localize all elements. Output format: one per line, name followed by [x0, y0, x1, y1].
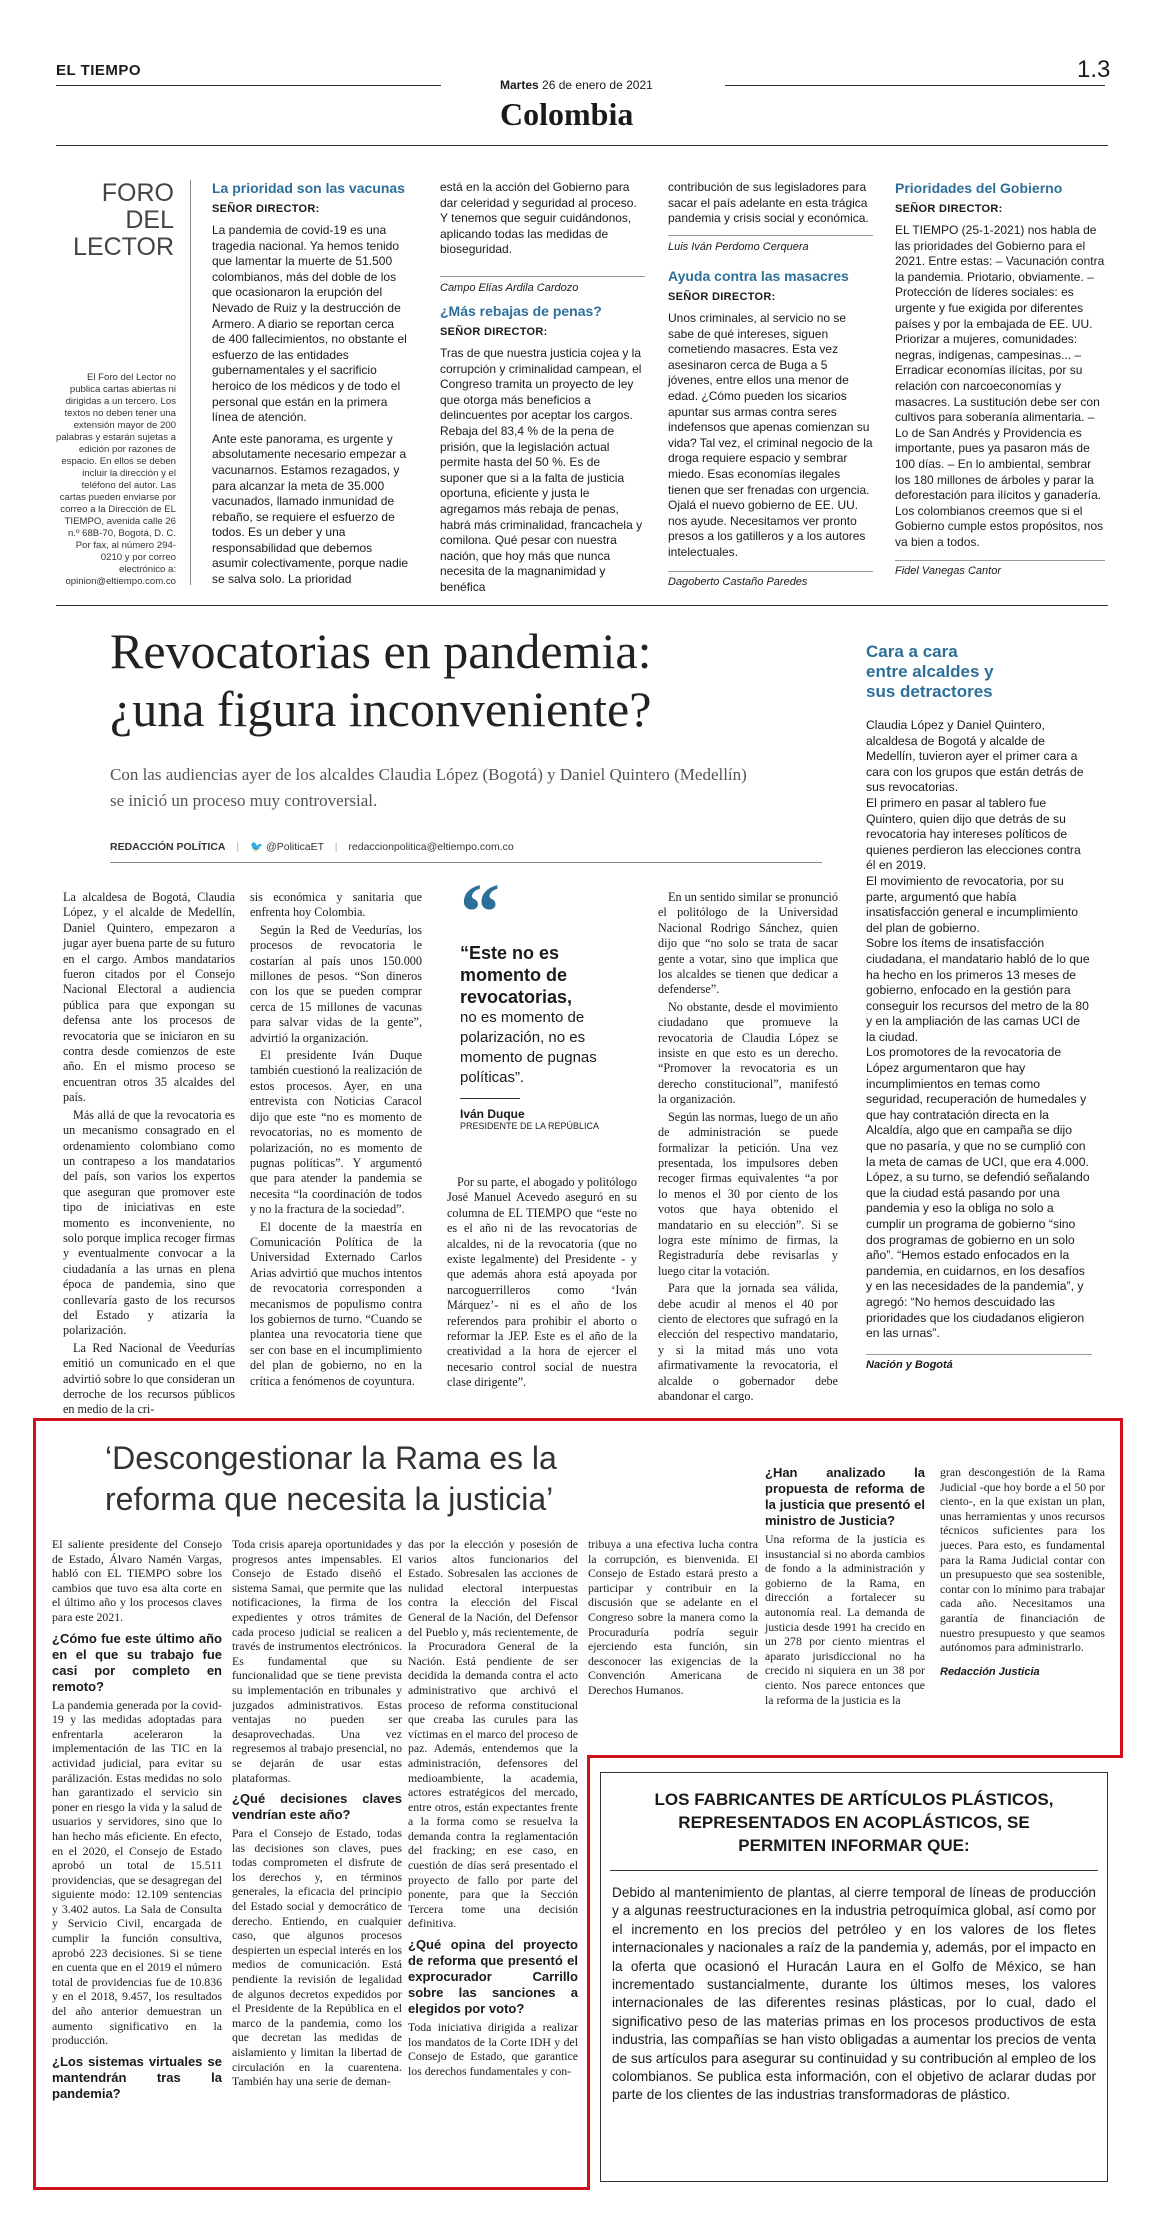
article-subhead: Con las audiencias ayer de los alcaldes Claudia López (Bogotá) y Daniel Quintero (Medellín) se inició un proceso muy controversial.	[110, 765, 747, 810]
header-rule-right	[725, 85, 1105, 86]
article-c1-p2: Más allá de que la revocatoria es un mecanismo consagrado en el ordenamiento colombiano como un contrapeso a los mandatarios del país, son varios los expertos que aseguran que promover este tipo de iniciativas en este momento es inconveniente, no solo porque implica recoger firmas y eventualmente convocar a la ciudadanía a las urnas en plena época de pandemia, sino que conllevaría gasto de los recursos del Estado y atizaría la polarización.	[63, 1107, 235, 1338]
article-col-1	[63, 890, 235, 1420]
interview-a5: Una reforma de la justicia es insustancial si no aborda cambios de fondo a la administración y gobierno de la Rama, en dirección a fortalecer su autonomía real. La demanda de justicia desde 1991 ha crecido en un 278 por ciento mientras el aparato jurisdiccional no ha crecido ni siquiera en un 38 por ciento. Nos parece entonces que la reforma de la justicia es la	[765, 1532, 925, 1707]
byline-twitter[interactable]: @PoliticaET	[266, 841, 324, 853]
letter-2-signature: Luis Iván Perdomo Cerquera	[668, 235, 873, 256]
sidebar-p6: López, a su turno, se defendió señalando que la ciudad está pasando por una pandemia y eso la obliga no solo a cumplir un programa de gobierno “sino dos programas de gobierno en un solo año”. “Hemos estado enfocados en la pandemia, en cuidarnos, en los desafíos y en las necesidades de la pandemia”, y agregó: “No hemos descuidado las prioridades que los ciudadanos eligieron en las urnas”.	[866, 1170, 1090, 1341]
article-c1-p1: La alcaldesa de Bogotá, Claudia López, y el alcalde de Medellín, Daniel Quintero, empezaron a jugar ayer buena parte de su futuro en el cargo. Ambos mandatarios fueron citados por el Consejo Nacional Electoral a audiencia pública para que expongan su defensa ante los procesos de revocatoria que se iniciaron en su contra desde comienzos de este año. En el mismo proceso se encuentran otros 35 alcaldes del país.	[63, 890, 235, 1105]
sidebar-p3: El movimiento de revocatoria, por su parte, argumentó que había insatisfacción general e incumplimiento del plan de gobierno.	[866, 873, 1079, 935]
foro-rules: Los textos no deben tener una extensión mayor de 200 palabras y estarán sujetas a edición por razones de espacio. En ellos se deben incluir la dirección y el teléfono del autor. Las cartas pueden enviarse por correo a la Dirección de EL TIEMPO, avenida calle 26 n.º 68B-70, Bogotá, D. C. Por fax, al número 294-0210 y por correo electrónico a: opinion@eltiempo.com.co	[56, 396, 176, 587]
letter-4	[895, 180, 1105, 577]
interview-c1-intro: El saliente presidente del Consejo de Estado, Álvaro Namén Vargas, habló con EL TIEMPO sobre los cambios que tuvo esa alta corte en el último año y los procesos claves para este 2021.	[52, 1537, 222, 1624]
section-rule	[56, 145, 1108, 146]
sidebar-p4: Sobre los ítems de insatisfacción ciudadana, el mandatario habló de lo que ha hecho en los primeros 13 meses de gobierno, enfocado en la gestión para conseguir los recursos del metro de la 80 y en la ampliación de las camas UCI de la ciudad.	[866, 936, 1090, 1044]
sidebar-signature: Nación y Bogotá	[866, 1354, 1092, 1371]
letter-3-title: Ayuda contra las masacres	[668, 268, 849, 284]
letter-4-signature: Fidel Vanegas Cantor	[895, 560, 1105, 577]
headline-line2: ¿una figura inconveniente?	[110, 681, 652, 737]
sidebar-title	[866, 642, 1092, 702]
letter-2	[440, 303, 645, 596]
foro-intro: El Foro del Lector no publica cartas abiertas ni dirigidas a un tercero.	[65, 372, 176, 407]
sidebar-p5: Los promotores de la revocatoria de López argumentaron que hay incumplimientos en temas como seguridad, recuperación de humedales y que hay contratación directa en la Alcaldía, algo que en campaña se dijo que no pasaría, y que no se cumplió con la meta de camas de UCI, que era 4.000.	[866, 1045, 1089, 1169]
quote-rest: no es momento de polarización, no es momento de pugnas políticas”.	[460, 1009, 597, 1086]
date-line	[500, 78, 653, 92]
interview-c3: das por la elección y posesión de varios altos funcionarios del Estado. Sobresalen las acciones de nulidad electoral interpuestas contra la elección del Fiscal General de la Nación, del Defensor del Pueblo y, más recientemente, de la Procuradora General de la Nación. Está pendiente de ser decidida la demanda contra el acto administrativo que archivó el proceso de reforma constitucional que creaba las curules para las víctimas en el marco del proceso de paz. Además, entendemos que la administración, defensores del medioambiente, la academia, actores estratégicos del mercado, entre otros, están expectantes frente a la forma como se resuelva la demanda contra la reglamentación del fracking; en ese caso, en cuestión de días será presentado el proyecto de fallo por parte del ponente, para que la Sección Tercera tome una decisión definitiva.	[408, 1537, 578, 1931]
sidebar	[866, 642, 1092, 1371]
sidebar-title-line1: Cara a cara	[866, 642, 958, 661]
date-day: Martes	[500, 78, 539, 92]
letter-4-title: Prioridades del Gobierno	[895, 180, 1063, 196]
interview-c6: gran descongestión de la Rama Judicial -que hoy borde a el 50 por ciento-, en la que existan un plan, unas herramientas y unos recursos técnicos suficientes para los jueces. Para esto, es fundamental para la Rama Judicial contar con un presupuesto que sea sostenible, contar con lo mínimo para trabajar cada año. Necesitamos una garantía de financiación de nuestro presupuesto y que seamos autónomos para administrarlo.	[940, 1465, 1105, 1655]
pull-quote	[460, 869, 640, 1131]
letter-3-signature: Dagoberto Castaño Paredes	[668, 571, 873, 588]
article-byline: REDACCIÓN POLÍTICA | 🐦 @PoliticaET | redaccionpolitica@eltiempo.com.co	[110, 841, 514, 853]
letter-2-title: ¿Más rebajas de penas?	[440, 303, 602, 319]
letter-1	[212, 180, 410, 588]
ad-title-line1: LOS FABRICANTES DE ARTÍCULOS PLÁSTICOS,	[654, 1790, 1054, 1809]
interview-col-1	[52, 1537, 222, 2105]
interview-signature: Redacción Justicia	[940, 1665, 1040, 1678]
interview-col-3	[408, 1537, 578, 2080]
interview-c4: tribuya a una efectiva lucha contra la corrupción, es bienvenida. El Consejo de Estado estará presto a participar y contribuir en la discusión que se adelante en el Congreso sobre la manera como la Procuraduría podría seguir ejerciendo esta función, sin desconocer las exigencias de la Convención Americana de Derechos Humanos.	[588, 1537, 758, 1697]
interview-headline-line1: ‘Descongestionar la Rama es la	[105, 1440, 557, 1476]
article-col-4	[658, 890, 838, 1406]
article-c1-p3: La Red Nacional de Veedurías emitió un comunicado en el que advirtió sobre lo que consideran un derroche de los recursos públicos en medio de la cri-	[63, 1340, 235, 1417]
article-c2-p2: Según la Red de Veedurías, los procesos de revocatoria le costarían al país unos 150.000 millones de pesos. “Son dineros con los que se pueden comprar cerca de 15 millones de vacunas para salvar vidas de la gente”, advirtió la organización.	[250, 922, 422, 1045]
interview-q3: ¿Qué decisiones claves vendrían este año?	[232, 1791, 402, 1823]
letter-2-p2: contribución de sus legisladores para sacar el país adelante en esta trágica pandemia y crisis social y económica.	[668, 180, 869, 226]
interview-headline-line2: reforma que necesita la justicia’	[105, 1481, 554, 1517]
header-rule	[56, 85, 441, 86]
letter-1-title: La prioridad son las vacunas	[212, 180, 405, 196]
quote-bold: “Este no es momento de revocatorias,	[460, 943, 573, 1007]
letter-1-senor: SEÑOR DIRECTOR:	[212, 203, 320, 215]
foro-title-line2: LECTOR	[73, 233, 174, 261]
sidebar-body	[866, 718, 1092, 1342]
article-c4-p1: En un sentido similar se pronunció el politólogo de la Universidad Nacional Rodrigo Sánchez, quien dijo que “no solo se trata de sacar gente a votar, sino que implica que los alcaldes se tienen que dedicar a defenderse”.	[658, 890, 838, 997]
interview-col-6	[940, 1465, 1105, 1679]
sidebar-p1: Claudia López y Daniel Quintero, alcaldesa de Bogotá y alcalde de Medellín, tuvieron ayer el primer cara a cara con los grupos que están detrás de sus revocatorias.	[866, 718, 1084, 795]
article-c2-p1: sis económica y sanitaria que enfrenta hoy Colombia.	[250, 890, 422, 920]
letter-1-cont	[440, 180, 645, 297]
date-rest: 26 de enero de 2021	[542, 78, 653, 92]
letter-1-p3: está en la acción del Gobierno para dar celeridad y seguridad al proceso. Y tenemos que seguir cuidándonos, aplicando todas las medidas de bioseguridad.	[440, 180, 637, 257]
letter-2-p1: Tras de que nuestra justicia cojea y la corrupción y criminalidad campean, el Congreso tramita un proyecto de ley que otorga más beneficios a delincuentes por aceptar los cargos. Rebaja del 83,4 % de la pena de prisión, que la legislación actual permite hasta del 50 %. Es de suponer que si a la falta de justicia oportuna, eficiente y justa le agregamos más rebaja de penas, habrá más criminalidad, francachela y comilona. Qué pesar con nuestra nación, que hoy más que nunca necesita de la magnanimidad y benéfica	[440, 346, 643, 594]
sidebar-title-line2: entre alcaldes y	[866, 662, 994, 681]
page-number: 1.3	[1077, 56, 1111, 83]
letter-4-senor: SEÑOR DIRECTOR:	[895, 203, 1003, 215]
section-title: Colombia	[500, 96, 634, 132]
article-c4-p2: No obstante, desde el movimiento ciudadano que promueve la revocatoria de Claudia López se insiste en que esto es un derecho. “Promover la revocatoria es un derecho constitucional”, manifestó la organización.	[658, 999, 838, 1107]
article-c3-p1: Por su parte, el abogado y politólogo José Manuel Acevedo aseguró en su columna de EL TIEMPO que “este no es el año ni de las revocatorias de alcaldes, ni de la revocatoria (que no existe legalmente) del Presidente - y que además ahora está apoyada por narcoguerrilleros como ‘Iván Márquez’- ni es el año de los referendos para prohibir el aborto o reformar la JEP. Este es el año de la creatividad a la hora de ejercer el necesario control social de nuestra clase dirigente”.	[447, 1175, 637, 1390]
sidebar-p2: El primero en pasar al tablero fue Quintero, quien dijo que detrás de su revocatoria hay intereses políticos de quienes perdieron las elecciones contra él en 2019.	[866, 795, 1081, 873]
interview-col-4	[588, 1537, 758, 1700]
article-col-3	[447, 1175, 637, 1393]
ad-rule	[610, 1870, 1098, 1871]
ad-title-line3: PERMITEN INFORMAR QUE:	[738, 1836, 970, 1855]
foro-bottom-rule	[56, 605, 1108, 606]
interview-col-5	[765, 1465, 925, 1709]
ad-title	[606, 1788, 1102, 1857]
quote-author: Iván Duque	[460, 1107, 525, 1121]
letter-1-signature: Campo Elías Ardila Cardozo	[440, 276, 645, 297]
ad-title-line2: REPRESENTADOS EN ACOPLÁSTICOS, SE	[678, 1813, 1030, 1832]
headline-line1: Revocatorias en pandemia:	[110, 623, 652, 679]
interview-a4: Toda iniciativa dirigida a realizar los mandatos de la Corte IDH y del Consejo de Estado, que garantice los derechos fundamentales y con-	[408, 2020, 578, 2078]
interview-a3: Para el Consejo de Estado, todas las decisiones son claves, pues todas comprometen el disfrute de los derechos y, en términos generales, la eficacia del principio del Estado social y democrático de derecho. Entiendo, en cualquier caso, que algunos procesos despierten un especial interés en los medios de comunicación. Está pendiente la revisión de legalidad de algunos decretos expedidos por el Presidente de la República en el marco de la pandemia, como los que decretan las medidas de aislamiento y limitan la libertad de circulación en la cuarentena. También hay una serie de deman-	[232, 1826, 402, 2089]
article-c2-p3: El presidente Iván Duque también cuestionó la realización de estos procesos. Ayer, en una entrevista con Noticias Caracol dijo que este “no es momento de revocatorias, no es momento de polarización, no es momento de pugnas políticas”. Y argumentó que para atender la pandemia se necesita “la coordinación de todos y no la fractura de la sociedad”.	[250, 1048, 422, 1217]
byline-rule	[110, 862, 822, 863]
foro-small-print	[56, 372, 176, 588]
quote-mark-icon: “	[460, 869, 500, 957]
letter-3-p1: Unos criminales, al servicio no se sabe de qué intereses, siguen cometiendo masacres. Esta vez asesinaron cerca de Buga a 5 jóvenes, entre ellos una menor de edad. ¿Cómo pueden los sicarios apuntar sus armas contra seres indefensos que apenas comienzan su vida? Tal vez, el criminal negocio de la droga requiere espacio y sembrar miedo. Esas economías ilegales tienen que ser frenadas con urgencia. Ojalá el nuevo gobierno de EE. UU. nos ayude. Necesitamos ver pronto presos a los gatilleros y a los autores intelectuales.	[668, 311, 873, 559]
twitter-icon: 🐦	[250, 841, 264, 853]
article-c4-p4: Para que la jornada sea válida, debe acudir al menos el 40 por ciento de electores que sufragó en la elección del respectivo mandatario, y si la mitad más uno vota afirmativamente la revocatoria, el alcalde o gobernador debe abandonar el cargo.	[658, 1281, 838, 1403]
letter-1-body	[212, 223, 410, 588]
article-col-2	[250, 890, 422, 1391]
interview-col-2	[232, 1537, 402, 2091]
letter-1-p2: Ante este panorama, es urgente y absolutamente necesario empezar a vacunarnos. Estamos rezagados, y para alcanzar la meta de 35.000 vacunados, llamado inmunidad de rebaño, se requiere el esfuerzo de todos. Es un deber y una responsabilidad que debemos asumir colectivamente, porque nadie se salva solo. La prioridad	[212, 431, 409, 587]
masthead: EL TIEMPO	[56, 62, 142, 79]
sidebar-title-line3: sus detractores	[866, 682, 993, 701]
interview-q4: ¿Qué opina del proyecto de reforma que presentó el exprocurador Carrillo sobre las sanciones a elegidos por voto?	[408, 1937, 578, 2017]
letter-3-senor: SEÑOR DIRECTOR:	[668, 291, 776, 303]
interview-headline	[105, 1438, 765, 1520]
letter-3	[668, 268, 873, 588]
letter-2-cont	[668, 180, 873, 255]
ad-body-text: Debido al mantenimiento de plantas, al cierre temporal de líneas de producción y a algunas reestructuraciones en la industria petroquímica global, así como por el incremento en los precios del petróleo y en los valores de los fletes internacionales y nacionales a raíz de la pandemia y, además, por el impacto en la oferta que ocasionó el Huracán Laura en el Golfo de México, se han incrementado sustancialmente, durante los últimos meses, los valores internacionales de las diferentes resinas plásticas, por lo cual, dado el significativo peso de las materias primas en los procesos productivos de esta industria, las compañías se han visto obligadas a aumentar los precios de venta de sus artículos para asegurar su continuidad y su contribución al empleo de los colombianos. Se publica esta información, con el objetivo de aclarar dudas por parte de los clientes de las industrias transformadoras de plástico.	[612, 1885, 1096, 2103]
foro-title-line1: FORO DEL	[101, 179, 174, 234]
interview-q2: ¿Los sistemas virtuales se mantendrán tras la pandemia?	[52, 2053, 222, 2101]
article-headline	[110, 622, 870, 738]
article-c4-p3: Según las normas, luego de un año de administración se puede formalizar la petición. Una vez presentada, los impulsores deben recoger firmas equivalentes “a por lo menos el 30 por ciento de los votos que haya obtenido el mandatario en su elección”. Si se logra este mínimo de firmas, la Registraduría debe revisarlas y luego citar la votación.	[658, 1109, 838, 1278]
interview-frame-inner	[587, 1758, 590, 2190]
byline-section: REDACCIÓN POLÍTICA	[110, 841, 226, 853]
article-c2-p4: El docente de la maestría en Comunicación Política de la Universidad Externado Carlos Arias advirtió que muchos intentos de revocatoria corresponden a mecanismos de populismo contra los gobiernos de turno. “Cuando se plantea una revocatoria tiene que ser con base en el incumplimiento del plan de gobierno, no en la crítica a fenómenos de coyuntura.	[250, 1219, 422, 1388]
foro-divider	[190, 180, 191, 585]
interview-q5: ¿Han analizado la propuesta de reforma de la justicia que presentó el ministro de Justicia?	[765, 1465, 925, 1528]
interview-c2: Toda crisis apareja oportunidades y progresos antes impensables. El Consejo de Estado diseñó el sistema Samai, que permite que las notificaciones, la firma de los expedientes y otros trámites de cada proceso judicial se realicen a través de instrumentos electrónicos. Es fundamental que su funcionalidad que se tiene prevista su implementación en tribunales y juzgados administrativos. Estas ventajas no pueden ser desaprovechadas. Una vez regresemos al trabajo presencial, no se dejarán de usar estas plataformas.	[232, 1537, 402, 1785]
foro-title	[56, 180, 174, 261]
interview-a1: La pandemia generada por la covid-19 y las medidas adoptadas para enfrentarla aceleraron la implementación de las TIC en la actividad judicial, para evitar su parálización. Estas medidas no solo han garantizado el servicio sin poner en riesgo la vida y la salud de usuarios y servidores, sino que lo han hecho más eficiente. En efecto, en el 2020, el Consejo de Estado aprobó un total de 15.511 providencias, que se desagregan del siguiente modo: 12.109 sentencias y 3.402 autos. La Sala de Consulta y Servicio Civil, encargada de cumplir la función consultiva, aprobó 223 decisiones. Si se tiene en cuenta que en el 2019 el número total de providencias fue de 10.836 y en el 2018, 9.457, los resultados del año anterior demuestran un aumento significativo en la producción.	[52, 1697, 222, 2048]
interview-frame-inner-top	[587, 1755, 1123, 1758]
ad-body	[612, 1884, 1096, 2105]
letter-2-senor: SEÑOR DIRECTOR:	[440, 326, 548, 338]
byline-email[interactable]: redaccionpolitica@eltiempo.com.co	[348, 841, 514, 853]
quote-role: PRESIDENTE DE LA REPÚBLICA	[460, 1121, 600, 1131]
letter-4-p1: EL TIEMPO (25-1-2021) nos habla de las prioridades del Gobierno para el 2021. Entre estas: – Vacunación contra la pandemia. Priotario, obviamente. – Protección de líderes sociales: es urgente y fue exigida por diferentes países y por la embajada de EE. UU. Priorizar a mujeres, comunidades: negras, indígenas, campesinas... – Erradicar economías ilícitas, por su relación con narcoeconomías y masacres. La sustitución debe ser con cultivos para soberanía alimentaria. – Lo de San Andrés y Providencia es importante, pues ya pasaron más de 100 días. – En lo ambiental, sembrar los 180 millones de árboles y parar la deforestación para ilícitos y ganadería. Los colombianos creemos que si el Gobierno cumple estos propósitos, nos va bien a todos.	[895, 223, 1105, 549]
interview-q1: ¿Cómo fue este último año en el que su trabajo fue casi por completo en remoto?	[52, 1630, 222, 1694]
letter-1-p1: La pandemia de covid-19 es una tragedia nacional. Ya hemos tenido que lamentar la muerte de 51.500 colombianos, más del doble de los que ocasionaron la erupción del Nevado de Ruiz y la destrucción de Armero. A diario se reportan cerca de 400 fallecimientos, no obstante el esfuerzo de las entidades gubernamentales y el sacrificio heroico de los médicos y de todo el personal que están en la primera línea de atención.	[212, 223, 407, 425]
